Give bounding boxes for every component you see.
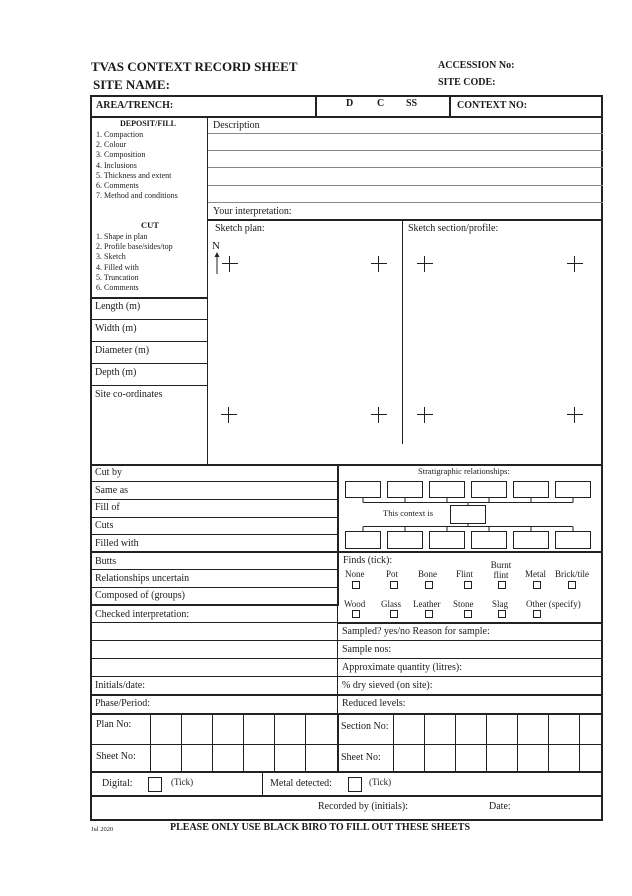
- find-pot-label: Pot: [386, 569, 399, 579]
- ruled-line: [208, 202, 603, 203]
- divider: [90, 499, 338, 500]
- grid-line: [424, 714, 425, 772]
- divider: [338, 640, 603, 641]
- find-burnt-flint-label: Burnt flint: [490, 560, 512, 580]
- grid-line: [548, 714, 549, 772]
- accession-label: ACCESSION No:: [438, 60, 515, 71]
- divider: [90, 534, 338, 535]
- find-wood-label: Wood: [344, 599, 366, 609]
- sampled-label: Sampled? yes/no Reason for sample:: [342, 626, 490, 637]
- find-slag-label: Slag: [492, 599, 509, 609]
- sketch-section-label: Sketch section/profile:: [408, 223, 499, 234]
- c-option[interactable]: C: [377, 98, 385, 109]
- find-flint-label: Flint: [456, 569, 474, 579]
- cut-item: 4. Filled with: [96, 262, 139, 272]
- divider: [90, 694, 603, 696]
- divider: [90, 795, 603, 797]
- find-leather-checkbox[interactable]: [425, 610, 433, 618]
- sketch-plan-label: Sketch plan:: [215, 223, 265, 234]
- fill-of-label: Fill of: [95, 502, 120, 513]
- ruled-line: [208, 185, 603, 186]
- grid-line: [393, 714, 394, 772]
- register-cross-icon: [221, 407, 237, 423]
- find-metal-label: Metal: [525, 569, 546, 579]
- sheet-title: TVAS CONTEXT RECORD SHEET: [91, 59, 298, 74]
- divider: [90, 587, 338, 588]
- grid-line: [150, 714, 151, 772]
- digital-label: Digital:: [102, 778, 133, 789]
- interpretation-label: Your interpretation:: [213, 206, 292, 217]
- find-slag-checkbox[interactable]: [498, 610, 506, 618]
- metal-detected-label: Metal detected:: [270, 778, 332, 789]
- grid-line: [181, 714, 182, 772]
- find-other-label: Other (specify): [526, 599, 581, 609]
- find-leather-label: Leather: [413, 599, 441, 609]
- sample-nos-label: Sample nos:: [342, 644, 392, 655]
- divider: [90, 658, 338, 659]
- plan-no-label: Plan No:: [96, 719, 132, 730]
- divider: [90, 116, 603, 118]
- divider: [90, 319, 208, 320]
- sketch-divider: [402, 220, 403, 444]
- reduced-levels-label: Reduced levels:: [342, 698, 406, 709]
- find-none-label: None: [345, 569, 365, 579]
- cut-item: 6. Comments: [96, 283, 139, 293]
- divider: [208, 219, 603, 221]
- area-trench-label: AREA/TRENCH:: [96, 100, 174, 111]
- dry-sieved-label: % dry sieved (on site):: [342, 680, 433, 691]
- metal-detected-checkbox[interactable]: [348, 777, 362, 792]
- divider: [337, 714, 339, 772]
- same-as-label: Same as: [95, 485, 129, 496]
- width-label: Width (m): [95, 323, 137, 334]
- find-bone-checkbox[interactable]: [425, 581, 433, 589]
- cut-by-label: Cut by: [95, 467, 122, 478]
- divider: [315, 95, 317, 117]
- divider: [90, 481, 338, 482]
- recorded-by-label: Recorded by (initials):: [318, 801, 408, 812]
- find-stone-label: Stone: [453, 599, 474, 609]
- divider: [90, 297, 208, 299]
- cut-list: [96, 232, 173, 293]
- finds-title: Finds (tick):: [343, 555, 393, 566]
- grid-line: [517, 714, 518, 772]
- register-cross-icon: [371, 256, 387, 272]
- sheet-no-right-label: Sheet No:: [341, 752, 381, 763]
- find-glass-checkbox[interactable]: [390, 610, 398, 618]
- divider: [262, 772, 263, 796]
- register-cross-icon: [567, 407, 583, 423]
- site-coordinates-label: Site co-ordinates: [95, 389, 163, 400]
- divider: [90, 517, 338, 518]
- divider: [90, 771, 603, 773]
- ruled-line: [208, 133, 603, 134]
- find-burnt-flint-checkbox[interactable]: [498, 581, 506, 589]
- deposit-item: 4. Inclusions: [96, 160, 137, 170]
- find-wood-checkbox[interactable]: [352, 610, 360, 618]
- length-label: Length (m): [95, 301, 141, 312]
- register-cross-icon: [417, 407, 433, 423]
- date-label: Date:: [489, 801, 511, 812]
- ss-option[interactable]: SS: [406, 98, 418, 109]
- find-stone-checkbox[interactable]: [464, 610, 472, 618]
- divider: [90, 569, 338, 570]
- register-cross-icon: [417, 256, 433, 272]
- divider: [338, 622, 603, 624]
- ruled-line: [208, 167, 603, 168]
- relationships-uncertain-label: Relationships uncertain: [95, 573, 190, 584]
- grid-line: [305, 714, 306, 772]
- initials-date-label: Initials/date:: [95, 680, 145, 691]
- this-context-label: This context is: [383, 508, 434, 518]
- strat-matrix-diagram: [338, 465, 603, 552]
- strat-title: Stratigraphic relationships:: [418, 466, 510, 476]
- footer-date: Jul 2020: [91, 826, 114, 833]
- find-other-checkbox[interactable]: [533, 610, 541, 618]
- find-brick-tile-label: Brick/tile: [555, 569, 589, 579]
- grid-line: [274, 714, 275, 772]
- divider: [90, 341, 208, 342]
- context-no-label: CONTEXT NO:: [457, 100, 528, 111]
- find-none-checkbox[interactable]: [352, 581, 360, 589]
- grid-line: [455, 714, 456, 772]
- register-cross-icon: [371, 407, 387, 423]
- find-metal-checkbox[interactable]: [533, 581, 541, 589]
- divider: [338, 676, 603, 677]
- grid-line: [212, 714, 213, 772]
- footer-note: PLEASE ONLY USE BLACK BIRO TO FILL OUT THESE SHEETS: [170, 822, 471, 833]
- divider: [449, 95, 451, 117]
- divider: [90, 363, 208, 364]
- find-flint-checkbox[interactable]: [464, 581, 472, 589]
- grid-line: [243, 714, 244, 772]
- cut-item: 3. Sketch: [96, 252, 126, 262]
- divider: [90, 604, 338, 606]
- digital-tick-label: (Tick): [171, 777, 194, 787]
- approx-quantity-label: Approximate quantity (litres):: [342, 662, 462, 673]
- register-cross-icon: [567, 256, 583, 272]
- divider: [90, 676, 338, 677]
- depth-label: Depth (m): [95, 367, 137, 378]
- site-code-label: SITE CODE:: [438, 77, 496, 88]
- cut-item: 2. Profile base/sides/top: [96, 242, 173, 252]
- divider: [90, 622, 338, 623]
- cut-title: CUT: [141, 220, 159, 230]
- divider: [90, 385, 208, 386]
- description-label: Description: [213, 120, 260, 131]
- cuts-label: Cuts: [95, 520, 114, 531]
- find-pot-checkbox[interactable]: [390, 581, 398, 589]
- filled-with-label: Filled with: [95, 538, 139, 549]
- section-no-label: Section No:: [341, 721, 389, 732]
- deposit-item: 5. Thickness and extent: [96, 170, 172, 180]
- cut-item: 1. Shape in plan: [96, 232, 148, 241]
- d-option[interactable]: D: [346, 98, 354, 109]
- divider: [338, 658, 603, 659]
- checked-interpretation-label: Checked interpretation:: [95, 609, 190, 620]
- find-glass-label: Glass: [381, 599, 401, 609]
- deposit-fill-list: [96, 130, 178, 201]
- deposit-item: 7. Method and conditions: [96, 191, 178, 201]
- divider: [90, 640, 338, 641]
- grid-line: [486, 714, 487, 772]
- deposit-item: 3. Composition: [96, 150, 146, 160]
- grid-line: [579, 714, 580, 772]
- site-name-label: SITE NAME:: [93, 77, 170, 92]
- metal-tick-label: (Tick): [369, 777, 392, 787]
- find-brick-tile-checkbox[interactable]: [568, 581, 576, 589]
- deposit-fill-title: DEPOSIT/FILL: [120, 119, 177, 128]
- phase-period-label: Phase/Period:: [95, 698, 150, 709]
- divider: [207, 117, 208, 464]
- deposit-item: 2. Colour: [96, 140, 127, 150]
- divider: [90, 744, 603, 745]
- diameter-label: Diameter (m): [95, 345, 150, 356]
- divider: [90, 713, 603, 715]
- deposit-item: 1. Compaction: [96, 130, 144, 139]
- digital-checkbox[interactable]: [148, 777, 162, 792]
- register-cross-icon: [222, 256, 238, 272]
- sheet-no-left-label: Sheet No:: [96, 751, 136, 762]
- cut-item: 5. Truncation: [96, 272, 139, 282]
- deposit-item: 6. Comments: [96, 181, 139, 191]
- ruled-line: [208, 150, 603, 151]
- composed-of-label: Composed of (groups): [95, 590, 185, 601]
- butts-label: Butts: [95, 556, 117, 567]
- find-bone-label: Bone: [418, 569, 437, 579]
- north-arrow-icon: [213, 252, 221, 274]
- north-label: N: [212, 240, 220, 252]
